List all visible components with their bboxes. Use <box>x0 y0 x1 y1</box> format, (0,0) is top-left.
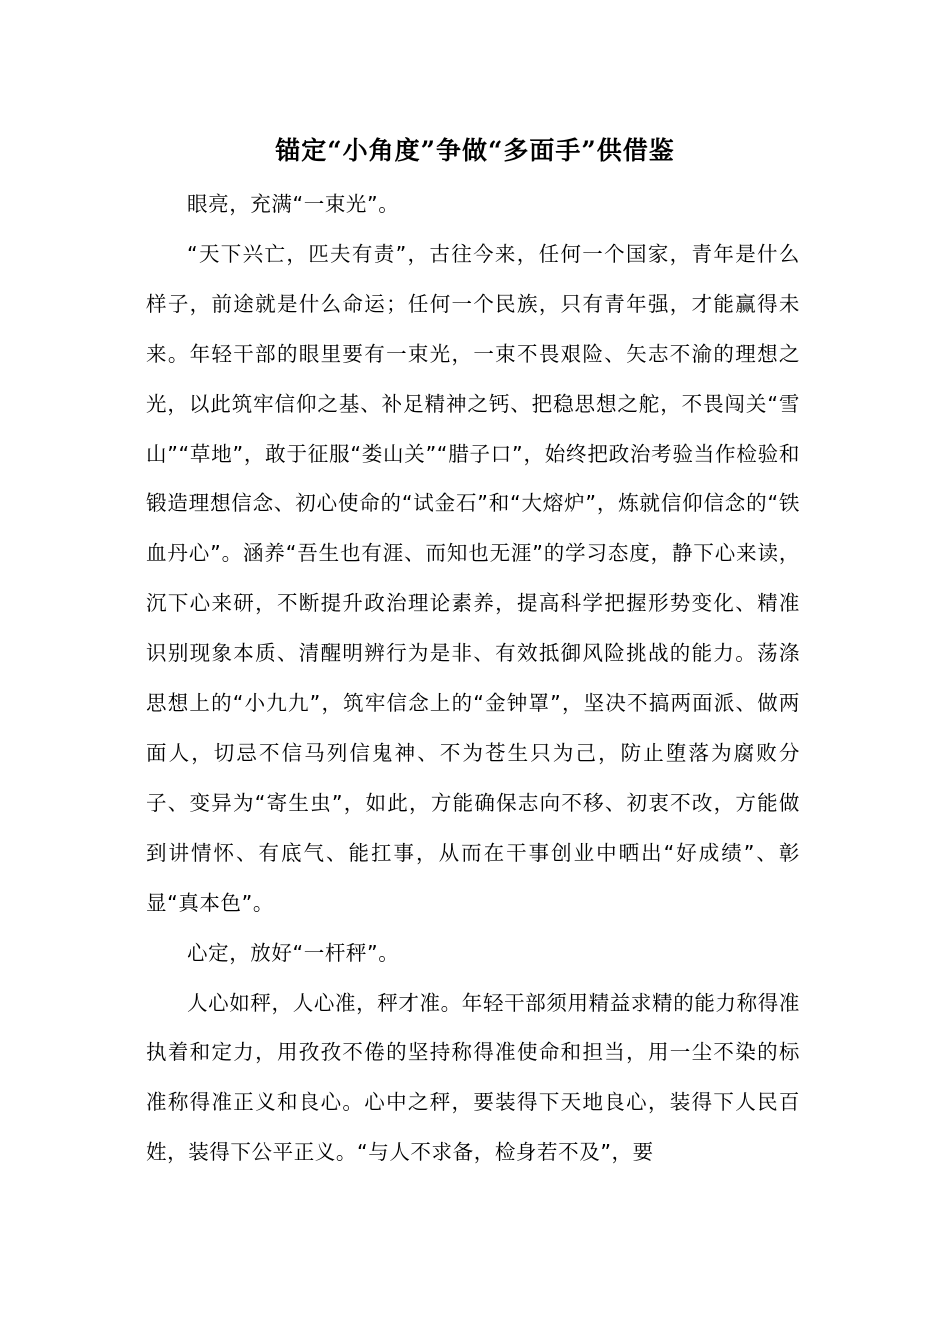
paragraph: “天下兴亡，匹夫有责”，古往今来，任何一个国家，青年是什么样子，前途就是什么命运；任何一个民族，只有青年强，才能赢得未来。年轻干部的眼里要有一束光，一束不畏艰险、矢志不渝的理想之光，以此筑牢信仰之基、补足精神之钙、把稳思想之舵，不畏闯关“雪山”“草地”，敢于征服“娄山关”“腊子口”，始终把政治考验当作检验和锻造理想信念、初心使命的“试金石”和“大熔炉”，炼就信仰信念的“铁血丹心”。涵养“吾生也有涯、而知也无涯”的学习态度，静下心来读，沉下心来研，不断提升政治理论素养，提高科学把握形势变化、精准识别现象本质、清醒明辨行为是非、有效抵御风险挑战的能力。荡涤思想上的“小九九”，筑牢信念上的“金钟罩”，坚决不搞两面派、做两面人，切忌不信马列信鬼神、不为苍生只为己，防止堕落为腐败分子、变异为“寄生虫”，如此，方能确保志向不移、初衷不改，方能做到讲情怀、有底气、能扛事，从而在干事创业中晒出“好成绩”、彰显“真本色”。 <box>146 241 800 915</box>
paragraph-heading-1: 眼亮，充满“一束光”。 <box>187 192 400 216</box>
document-body <box>146 180 800 1178</box>
document-title: 锚定“小角度”争做“多面手”供借鉴 <box>275 136 675 165</box>
paragraph-heading-2: 心定，放好“一杆秤”。 <box>187 940 400 965</box>
paragraph: 人心如秤，人心准，秤才准。年轻干部须用精益求精的能力称得准执着和定力，用孜孜不倦的坚持称得准使命和担当，用一尘不染的标准称得准正义和良心。心中之秤，要装得下天地良心，装得下人民百姓，装得下公平正义。“与人不求备，检身若不及”，要 <box>146 990 800 1165</box>
